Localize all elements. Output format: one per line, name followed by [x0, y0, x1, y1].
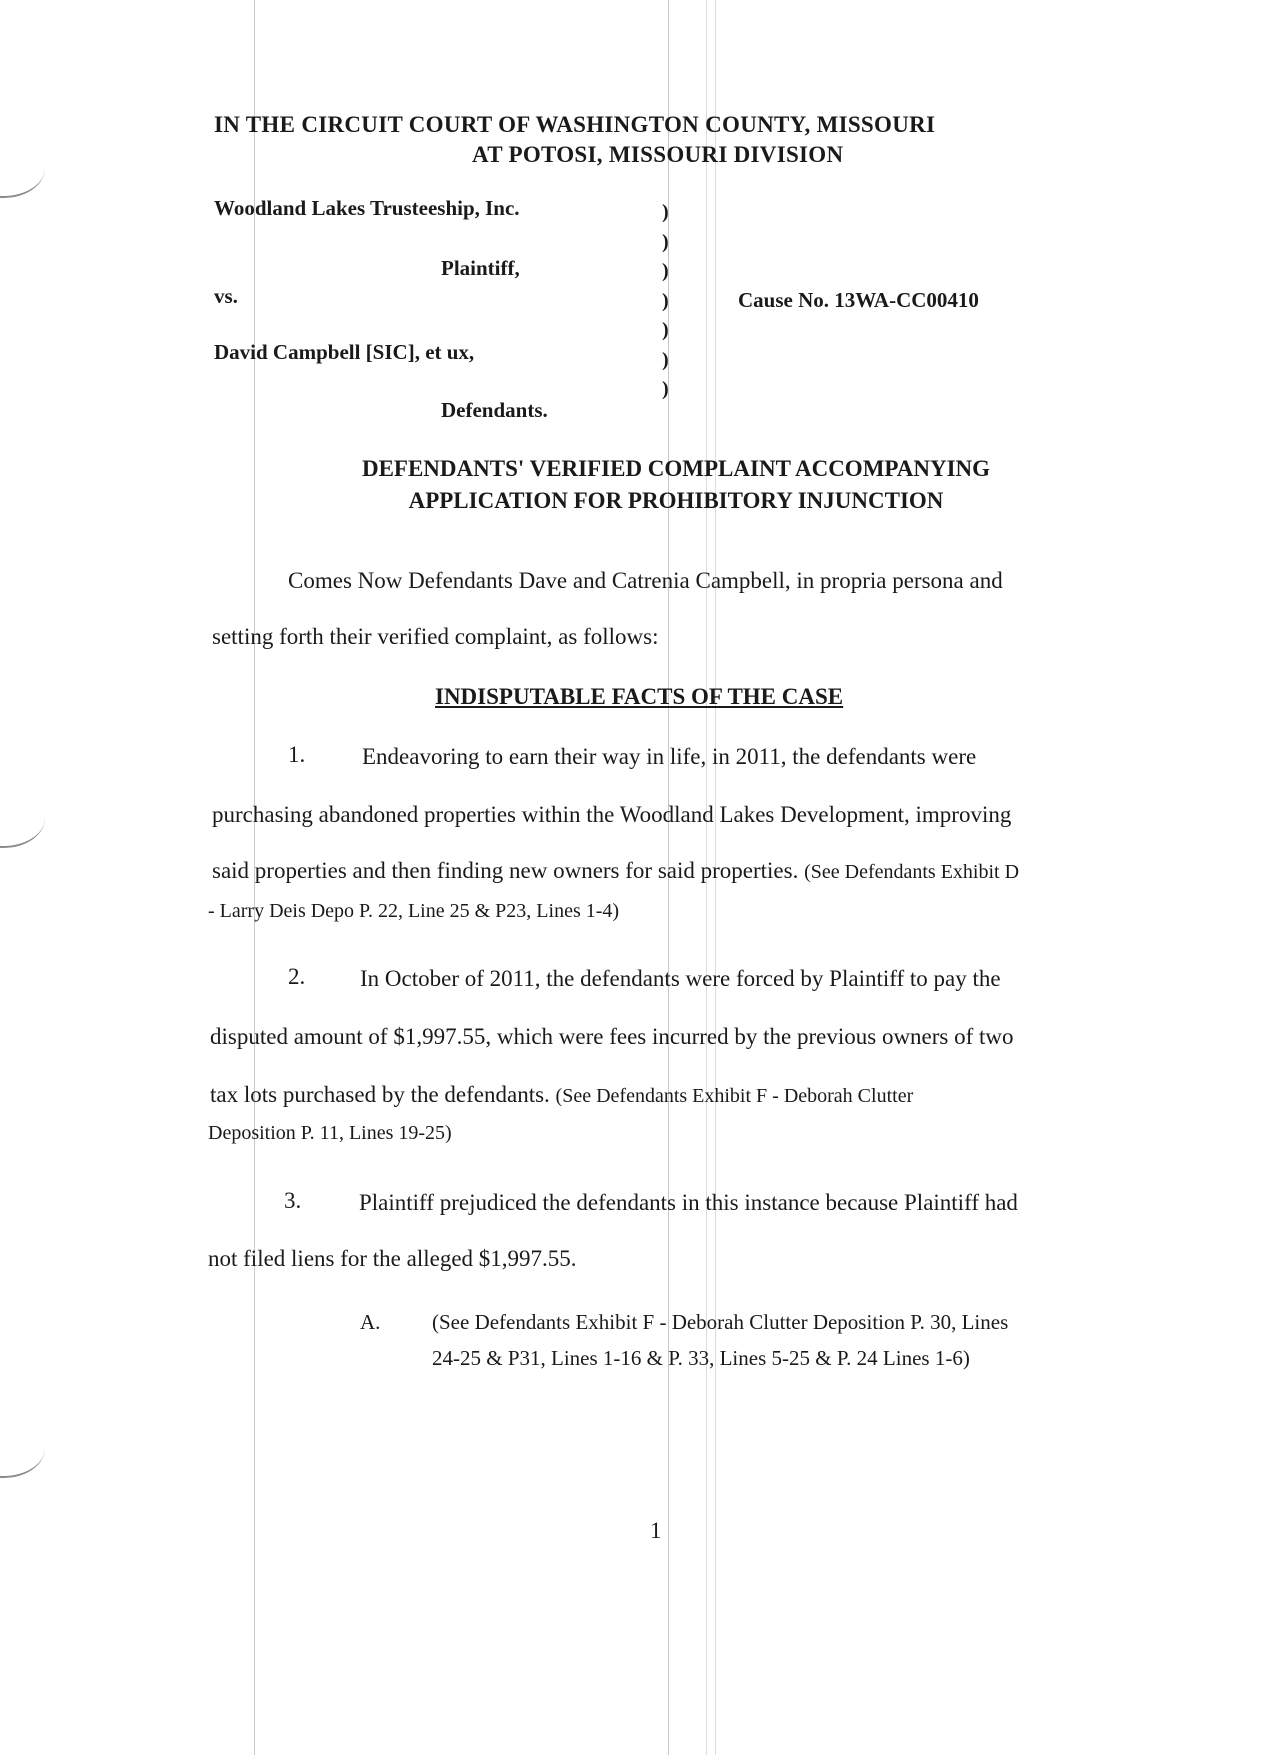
citation-line: Deposition P. 11, Lines 19-25) — [208, 1122, 452, 1144]
caption-parenthesis: ) — [662, 289, 669, 312]
intro-line-2: setting forth their verified complaint, as follows: — [212, 624, 659, 649]
paragraph-line — [210, 1082, 913, 1108]
paragraph-line: Plaintiff prejudiced the defendants in this instance because Plaintiff had — [359, 1190, 1018, 1215]
document-title-line-2: APPLICATION FOR PROHIBITORY INJUNCTION — [408, 488, 944, 513]
caption-parenthesis-column — [662, 198, 676, 405]
citation-line: - Larry Deis Depo P. 22, Line 25 & P23, Lines 1-4) — [208, 900, 620, 922]
citation: (See Defendants Exhibit D — [804, 861, 1020, 883]
caption-parenthesis: ) — [662, 378, 669, 400]
caption-parenthesis: ) — [662, 260, 669, 282]
punch-hole — [0, 788, 45, 848]
paragraph-number: 3. — [284, 1188, 302, 1213]
paragraph-line — [212, 858, 1019, 884]
paragraph-number: 2. — [288, 964, 306, 989]
defendant-role: Defendants. — [441, 398, 548, 422]
caption-parenthesis: ) — [662, 201, 669, 223]
caption-parenthesis: ) — [662, 348, 669, 371]
punch-hole — [0, 138, 45, 198]
caption-parenthesis: ) — [662, 319, 669, 341]
cause-number: Cause No. 13WA-CC00410 — [738, 288, 979, 312]
court-heading-line-2: AT POTOSI, MISSOURI DIVISION — [472, 142, 844, 167]
section-heading: INDISPUTABLE FACTS OF THE CASE — [435, 684, 844, 709]
court-heading-line-1: IN THE CIRCUIT COURT OF WASHINGTON COUNTY, MISSOURI — [214, 112, 936, 137]
subitem-label: A. — [360, 1310, 381, 1334]
plaintiff-role: Plaintiff, — [441, 256, 520, 280]
paragraph-line: not filed liens for the alleged $1,997.55. — [208, 1246, 577, 1271]
caption-parenthesis: ) — [662, 230, 669, 253]
document-title-line-1: DEFENDANTS' VERIFIED COMPLAINT ACCOMPANYING — [361, 456, 991, 481]
subitem-line: 24-25 & P31, Lines 1-16 & P. 33, Lines 5-25 & P. 24 Lines 1-6) — [432, 1346, 970, 1370]
paragraph-text: tax lots purchased by the defendants. — [210, 1082, 550, 1107]
page-number: 1 — [650, 1518, 662, 1543]
paragraph-text: said properties and then finding new owners for said properties. — [212, 858, 799, 883]
punch-hole — [0, 1418, 45, 1478]
defendant-name: David Campbell [SIC], et ux, — [214, 340, 475, 364]
paragraph-line: Endeavoring to earn their way in life, in 2011, the defendants were — [362, 744, 977, 769]
paragraph-line: In October of 2011, the defendants were forced by Plaintiff to pay the — [360, 966, 1001, 991]
paragraph-line: purchasing abandoned properties within the Woodland Lakes Development, improving — [212, 802, 1012, 827]
subitem-line: (See Defendants Exhibit F - Deborah Clutter Deposition P. 30, Lines — [432, 1310, 1009, 1334]
paragraph-number: 1. — [288, 742, 306, 767]
plaintiff-name: Woodland Lakes Trusteeship, Inc. — [214, 196, 520, 220]
intro-line-1: Comes Now Defendants Dave and Catrenia Campbell, in propria persona and — [288, 568, 1003, 593]
paragraph-line: disputed amount of $1,997.55, which were fees incurred by the previous owners of two — [210, 1024, 1014, 1049]
versus-label: vs. — [214, 284, 238, 308]
citation: (See Defendants Exhibit F - Deborah Clutter — [555, 1085, 914, 1107]
